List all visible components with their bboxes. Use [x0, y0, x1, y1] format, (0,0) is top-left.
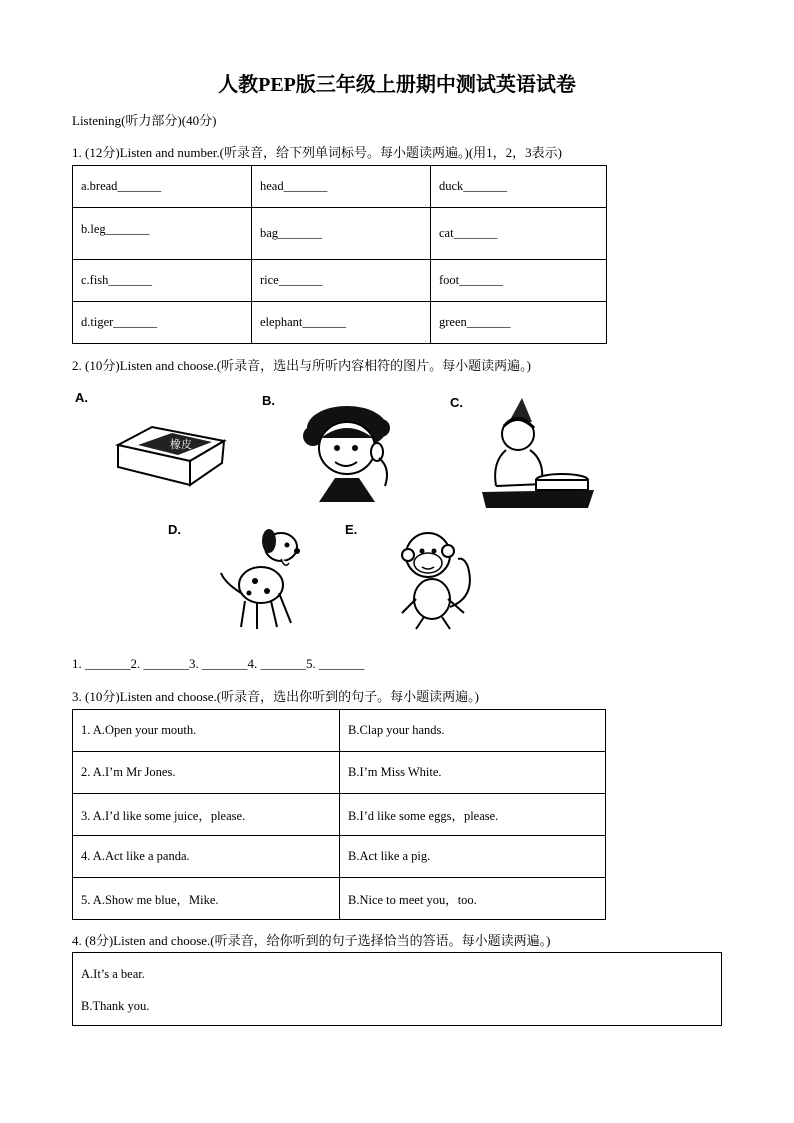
- table-row: [73, 878, 606, 920]
- q3-option-b[interactable]: B.Nice to meet you，too.: [340, 878, 606, 920]
- q3-option-b[interactable]: B.I’d like some eggs，please.: [340, 794, 606, 836]
- q1-cell: duck_______: [431, 166, 607, 208]
- q1-cell: d.tiger_______: [73, 302, 252, 344]
- picture-label-d: D.: [168, 522, 181, 537]
- cake-picture: [482, 398, 597, 516]
- table-row: [73, 710, 606, 752]
- monkey-picture: [398, 527, 483, 632]
- q3-table: [72, 709, 606, 920]
- section-heading: Listening(听力部分)(40分): [72, 113, 217, 128]
- q1-cell: green_______: [431, 302, 607, 344]
- q1-prompt: 1. (12分)Listen and number.(听录音，给下列单词标号。每小题读两遍。)(用1，2，3表示): [72, 145, 562, 160]
- eraser-picture: [112, 415, 227, 490]
- table-row: [73, 752, 606, 794]
- q1-cell: bag_______: [252, 208, 431, 260]
- picture-label-a: A.: [75, 390, 88, 405]
- q4-options-box: [72, 952, 722, 1026]
- q3-option-a[interactable]: 4. A.Act like a panda.: [73, 836, 340, 878]
- q3-option-b[interactable]: B.Clap your hands.: [340, 710, 606, 752]
- q2-answer-blanks[interactable]: 1. _______2. _______3. _______4. _______5. _______: [72, 656, 365, 671]
- q3-option-a[interactable]: 1. A.Open your mouth.: [73, 710, 340, 752]
- eraser-label: 橡皮: [170, 438, 192, 451]
- q1-cell: head_______: [252, 166, 431, 208]
- q4-prompt: 4. (8分)Listen and choose.(听录音，给你听到的句子选择恰当的答语。每小题读两遍。): [72, 933, 551, 948]
- q1-cell: elephant_______: [252, 302, 431, 344]
- page-title: 人教PEP版三年级上册期中测试英语试卷: [218, 74, 576, 96]
- picture-label-c: C.: [450, 395, 463, 410]
- q3-option-a[interactable]: 2. A.I’m Mr Jones.: [73, 752, 340, 794]
- q3-prompt: 3. (10分)Listen and choose.(听录音，选出你听到的句子。每小题读两遍。): [72, 689, 479, 704]
- q4-option-a[interactable]: A.It’s a bear.: [81, 967, 145, 981]
- q1-cell: foot_______: [431, 260, 607, 302]
- table-row: [73, 836, 606, 878]
- q3-option-a[interactable]: 3. A.I’d like some juice，please.: [73, 794, 340, 836]
- q1-cell: b.leg_______: [73, 208, 252, 260]
- picture-label-b: B.: [262, 393, 275, 408]
- q1-cell: rice_______: [252, 260, 431, 302]
- q3-option-a[interactable]: 5. A.Show me blue，Mike.: [73, 878, 340, 920]
- q3-option-b[interactable]: B.Act like a pig.: [340, 836, 606, 878]
- q3-option-b[interactable]: B.I’m Miss White.: [340, 752, 606, 794]
- q1-cell: cat_______: [431, 208, 607, 260]
- q4-option-b[interactable]: B.Thank you.: [81, 999, 150, 1013]
- table-row: [73, 260, 607, 302]
- q1-table: [72, 165, 607, 344]
- dog-picture: [215, 523, 305, 633]
- table-row: [73, 166, 607, 208]
- q1-cell: a.bread_______: [73, 166, 252, 208]
- table-row: [73, 302, 607, 344]
- table-row: [73, 794, 606, 836]
- girl-picture: [295, 398, 405, 503]
- table-row: [73, 208, 607, 260]
- q2-prompt: 2. (10分)Listen and choose.(听录音，选出与所听内容相符的图片。每小题读两遍。): [72, 358, 531, 373]
- picture-label-e: E.: [345, 522, 358, 537]
- q1-cell: c.fish_______: [73, 260, 252, 302]
